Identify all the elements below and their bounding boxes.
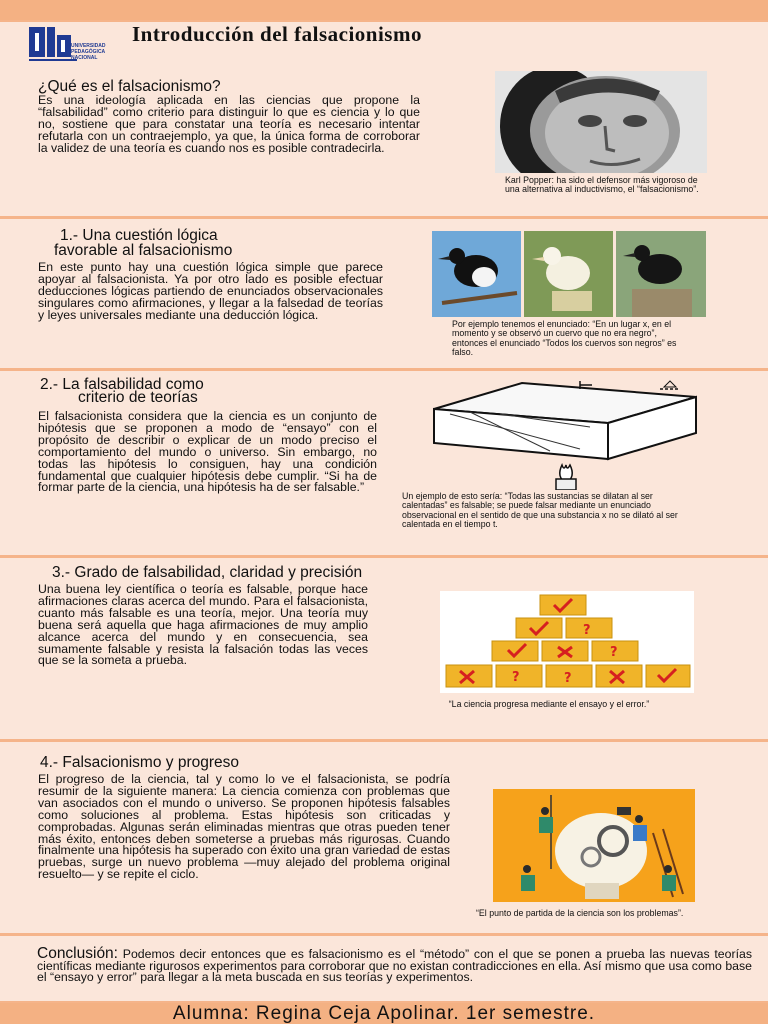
section2-body: El falsacionista considera que la ciencia es un conjunto de hipótesis que se proponen a modo de “ensayo” con el propósito de describir o explicar de un modo preciso el comportamiento del mundo o universo. Sin embargo, no todas las hipótesis lo consiguen, hay una condición fundamental que cualquier hipótesis debe cumplir. “Si ha de formar parte de la ciencia, una hipótesis ha de ser falsable.” — [38, 409, 377, 495]
section4-body: El progreso de la ciencia, tal y como lo ve el falsacionista, se podría resumir de la siguiente manera: La ciencia comienza con problemas que van asociados con el mundo o universo. Se proponen hipótesis falsables como soluciones al problema. Estas hipótesis son criticadas y comprobadas. Algunas serán eliminadas mientras que otras pueden tener más éxito, entonces deben someterse a pruebas más rigurosas. Cuando finalmente una hipótesis ha superado con éxito una gran variedad de estas pruebas, surge un nuevo problema —muy alejado del problema original resuelto— y se repite el ciclo. — [38, 772, 450, 882]
problem-solving-illustration — [493, 789, 695, 902]
conclusion — [37, 945, 752, 985]
section4-heading: 4.- Falsacionismo y progreso — [40, 754, 239, 771]
section1-body: En este punto hay una cuestión lógica simple que parece apoyar al falsacionista. Ya por otro lado es posible efectuar deducciones lógicas partiendo de enunciados observacionales singulares como afirmaciones, y llegar a la falsedad de teorías y leyes universales mediante una deducción lógica. — [38, 260, 383, 322]
crow-photos — [432, 231, 706, 317]
section3-caption: “La ciencia progresa mediante el ensayo y el error.” — [448, 699, 650, 709]
svg-text:?: ? — [512, 670, 520, 685]
intro-caption: Karl Popper: ha sido el defensor más vigoroso de una alternativa al inductivismo, el “falsacionismo”. — [505, 175, 699, 195]
section2-caption: Un ejemplo de esto sería: “Todas las sustancias se dilatan al ser calentadas” es falsable; se puede falsar mediante un enunciado observacional en el sentido de que una substancia x no se dilató al ser calentada en el tiempo t. — [402, 491, 678, 530]
conclusion-body: Podemos decir entonces que es falsacionismo es el “método” con el que se ponen a prueba las nuevas teorías científicas mediante rigurosos experimentos para corroborar que no existan contradicciones en ella. Así mismo que usa como base el “ensayo y error” para llegar a la meta buscada en sus teorías y experimentos. — [37, 947, 752, 985]
section2-heading-line2: criterio de teorías — [78, 389, 198, 406]
dilation-bar-illustration — [430, 379, 702, 490]
trial-error-pyramid — [440, 591, 694, 693]
svg-text:?: ? — [610, 645, 618, 660]
section3-heading: 3.- Grado de falsabilidad, claridad y precisión — [52, 564, 363, 581]
upn-logo — [27, 25, 113, 70]
section4-caption: “El punto de partida de la ciencia son los problemas”. — [476, 908, 684, 918]
intro-body: Es una ideología aplicada en las ciencias que propone la “falsabilidad” como criterio para distinguir lo que es ciencia y lo que no, sostiene que para constatar una teoría es necesario intentar refutarla con un contraejemplo, ya que, la única forma de corroborar la validez de una teoría es cuando nos es posible contradecirla. — [38, 93, 420, 155]
section2-heading-line1: 2.- La falsabilidad como — [40, 376, 204, 393]
svg-text:?: ? — [583, 623, 591, 638]
student-name: Alumna: Regina Ceja Apolinar. 1er semestre. — [172, 1003, 596, 1024]
intro-heading: ¿Qué es el falsacionismo? — [38, 78, 221, 95]
karl-popper-photo — [495, 71, 707, 173]
svg-text:?: ? — [564, 671, 572, 686]
page-title: Introducción del falsacionismo — [132, 22, 422, 46]
section3-body: Una buena ley científica o teoría es falsable, porque hace afirmaciones claras acerca del mundo. Para el falsacionista, cuanto más falsable es una teoría, mejor. Una teoría muy buena será aquella que haga afirmaciones de muy amplio alcance acerca del mundo y en consecuencia, sea sumamente falsable y resista la falsación todas las veces que se la someta a prueba. — [38, 582, 368, 668]
section1-heading-line2: favorable al falsacionismo — [54, 242, 233, 259]
top-band — [0, 0, 768, 20]
section1-caption: Por ejemplo tenemos el enunciado: “En un lugar x, en el momento y se observó un cuervo que no era negro”, entonces el enunciado “Todos los cuervos son negros” es falso. — [452, 319, 677, 358]
conclusion-lead: Conclusión: — [37, 945, 118, 962]
section1-heading-line1: 1.- Una cuestión lógica — [60, 227, 218, 244]
logo-text: UNIVERSIDAD PEDAGÓGICA NACIONAL — [71, 43, 106, 61]
